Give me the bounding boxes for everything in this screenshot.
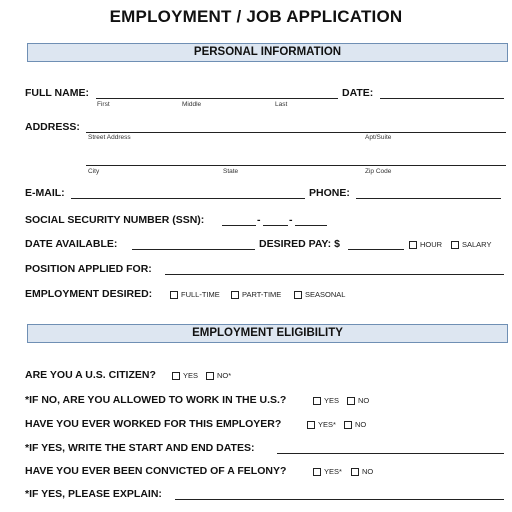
allowed-to-work-question: *IF NO, ARE YOU ALLOWED TO WORK IN THE U.S.? xyxy=(25,394,287,406)
date-field[interactable] xyxy=(380,98,504,99)
allowed-yes-option[interactable]: YES xyxy=(313,396,339,405)
state-caption: State xyxy=(223,168,239,175)
allowed-no-checkbox[interactable] xyxy=(347,397,355,405)
worked-yes-option[interactable]: YES* xyxy=(307,420,336,429)
ssn-label: SOCIAL SECURITY NUMBER (SSN): xyxy=(25,214,205,226)
email-label: E-MAIL: xyxy=(25,187,65,199)
citizen-no-checkbox[interactable] xyxy=(206,372,214,380)
zip-code-caption: Zip Code xyxy=(365,168,392,175)
apt-suite-caption: Apt/Suite xyxy=(365,134,392,141)
city-state-zip-field[interactable] xyxy=(86,165,506,166)
date-available-label: DATE AVAILABLE: xyxy=(25,238,118,250)
citizen-no-option[interactable]: NO* xyxy=(206,371,231,380)
phone-label: PHONE: xyxy=(309,187,350,199)
hour-checkbox[interactable] xyxy=(409,241,417,249)
employment-desired-label: EMPLOYMENT DESIRED: xyxy=(25,288,153,300)
felony-no-option[interactable]: NO xyxy=(351,467,373,476)
full-time-option[interactable]: FULL-TIME xyxy=(170,290,220,299)
position-label: POSITION APPLIED FOR: xyxy=(25,263,152,275)
explain-question: *IF YES, PLEASE EXPLAIN: xyxy=(25,488,162,500)
felony-yes-option[interactable]: YES* xyxy=(313,467,342,476)
desired-pay-field[interactable] xyxy=(348,249,404,250)
last-name-caption: Last xyxy=(275,101,288,108)
date-label: DATE: xyxy=(342,87,374,99)
citizen-question: ARE YOU A U.S. CITIZEN? xyxy=(25,369,156,381)
first-name-caption: First xyxy=(97,101,110,108)
allowed-no-option[interactable]: NO xyxy=(347,396,369,405)
street-address-field[interactable] xyxy=(86,132,506,133)
start-end-dates-field[interactable] xyxy=(277,453,504,454)
ssn-separator-2: - xyxy=(289,214,293,226)
ssn-field-part3[interactable] xyxy=(295,225,327,226)
position-field[interactable] xyxy=(165,274,504,275)
salary-checkbox[interactable] xyxy=(451,241,459,249)
felony-no-checkbox[interactable] xyxy=(351,468,359,476)
section-header-personal-information: PERSONAL INFORMATION xyxy=(27,43,508,62)
explain-field[interactable] xyxy=(175,499,504,500)
full-name-label: FULL NAME: xyxy=(25,87,89,99)
seasonal-checkbox[interactable] xyxy=(294,291,302,299)
date-available-field[interactable] xyxy=(132,249,255,250)
salary-option[interactable]: SALARY xyxy=(451,240,491,249)
felony-yes-checkbox[interactable] xyxy=(313,468,321,476)
section-header-employment-eligibility: EMPLOYMENT ELIGIBILITY xyxy=(27,324,508,343)
citizen-yes-option[interactable]: YES xyxy=(172,371,198,380)
phone-field[interactable] xyxy=(356,198,501,199)
start-end-dates-question: *IF YES, WRITE THE START AND END DATES: xyxy=(25,442,255,454)
desired-pay-label: DESIRED PAY: $ xyxy=(259,238,340,250)
street-address-caption: Street Address xyxy=(88,134,131,141)
citizen-yes-checkbox[interactable] xyxy=(172,372,180,380)
seasonal-option[interactable]: SEASONAL xyxy=(294,290,345,299)
full-time-checkbox[interactable] xyxy=(170,291,178,299)
allowed-yes-checkbox[interactable] xyxy=(313,397,321,405)
middle-name-caption: Middle xyxy=(182,101,202,108)
worked-no-option[interactable]: NO xyxy=(344,420,366,429)
ssn-field-part1[interactable] xyxy=(222,225,256,226)
felony-question: HAVE YOU EVER BEEN CONVICTED OF A FELONY? xyxy=(25,465,287,477)
worked-before-question: HAVE YOU EVER WORKED FOR THIS EMPLOYER? xyxy=(25,418,282,430)
address-label: ADDRESS: xyxy=(25,121,80,133)
hour-option[interactable]: HOUR xyxy=(409,240,442,249)
ssn-separator-1: - xyxy=(257,214,261,226)
form-title: EMPLOYMENT / JOB APPLICATION xyxy=(109,7,403,26)
worked-no-checkbox[interactable] xyxy=(344,421,352,429)
worked-yes-checkbox[interactable] xyxy=(307,421,315,429)
part-time-option[interactable]: PART-TIME xyxy=(231,290,281,299)
part-time-checkbox[interactable] xyxy=(231,291,239,299)
city-caption: City xyxy=(88,168,100,175)
ssn-field-part2[interactable] xyxy=(263,225,288,226)
full-name-field[interactable] xyxy=(96,98,338,99)
email-field[interactable] xyxy=(71,198,305,199)
